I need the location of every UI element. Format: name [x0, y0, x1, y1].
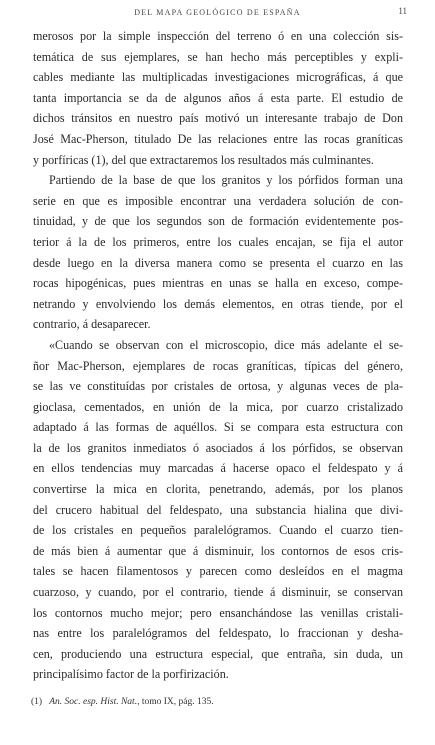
footnote [31, 697, 214, 707]
text-line: desde luego en la diversa manera como se presenta el cuarzo en las [33, 255, 403, 270]
text-line: nas entre los paralelógramos del feldespato, lo fraccionan y desha- [33, 626, 403, 641]
text-line: netrando y envolviendo los demás elementos, en otras tiende, por el [33, 296, 403, 311]
text-line: tales se hacen filamentosos y parecen como desleídos en el magma [33, 564, 403, 579]
text-line: merosos por la simple inspección del terreno ó en una colección sis- [33, 29, 403, 43]
footnote-detail: , tomo IX, pág. 135. [137, 697, 214, 707]
text-line: terior á la de los primeros, entre los cuales encajan, se fija el autor [33, 234, 403, 249]
text-line: en ellos tendencias muy marcadas á hacerse opaco el feldespato y á [33, 461, 403, 476]
text-line: principalísimo factor de la porfirización. [33, 667, 229, 682]
text-line: la de los granitos inmediatos ó asociados á los pórfidos, se observan [33, 440, 403, 455]
text-line: «Cuando se observan con el microscopio, dice más adelante el se- [49, 337, 403, 352]
text-line: se las ve constituídas por cristales de ortosa, y algunas veces de pla- [33, 379, 403, 394]
text-line: del crucero habitual del feldespato, una substancia hialina que divi- [33, 502, 403, 517]
text-line: temática de sus ejemplares, se han hecho más perceptibles y expli- [33, 49, 403, 64]
text-line: cables mediante las multiplicadas investigaciones micrográficas, á que [33, 70, 403, 85]
text-line: cuarzoso, y cuando, por el contrario, tiende á disminuir, se conservan [33, 585, 403, 600]
text-line: de los cristales en pequeños paralelógramos. Cuando el cuarzo tien- [33, 523, 403, 538]
body-text [33, 26, 403, 685]
footnote-source: An. Soc. esp. Hist. Nat. [49, 697, 138, 707]
text-line: tanta importancia se da de algunos años á esta parte. El estudio de [33, 90, 403, 105]
text-line: José Mac-Pherson, titulado De las relaciones entre las rocas graníticas [33, 131, 403, 146]
text-line: contrario, á desaparecer. [33, 317, 151, 332]
text-line: adaptado á las formas de aquéllos. Si se compara esta estructura con [33, 420, 403, 435]
running-head: DEL MAPA GEOLÓGICO DE ESPAÑA [134, 8, 301, 17]
text-line: y porfíricas (1), del que extractaremos los resultados más culminantes. [33, 152, 374, 167]
text-line: los contornos mucho mejor; pero ensanchándose las venillas cristali- [33, 605, 403, 620]
text-line: cen, produciendo una estructura especial, que entraña, sin duda, un [33, 646, 403, 661]
text-line: de más bien á aumentar que á disminuir, los contornos de esos cris- [33, 543, 403, 558]
text-line: gioclasa, cementados, en unión de la mica, por cuarzo cristalizado [33, 399, 403, 414]
text-line: rocas hipogénicas, pues mientras en unas se halla en exceso, compe- [33, 276, 403, 291]
footnote-marker: (1) [31, 697, 43, 707]
text-line: dichos tránsitos en nuestro país motivó un interesante trabajo de Don [33, 111, 403, 126]
text-line: serie en que es imposible encontrar una verdadera solución de con- [33, 193, 403, 208]
text-line: Partiendo de la base de que los granitos y los pórfidos forman una [49, 173, 403, 188]
text-line: convertirse la mica en clorita, penetrando, además, por los planos [33, 482, 403, 497]
page-number: 11 [398, 6, 407, 16]
text-line: ñor Mac-Pherson, ejemplares de rocas graníticas, típicas del género, [33, 358, 403, 373]
text-line: tinuidad, y de que los segundos son de formación evidentemente pos- [33, 214, 403, 229]
